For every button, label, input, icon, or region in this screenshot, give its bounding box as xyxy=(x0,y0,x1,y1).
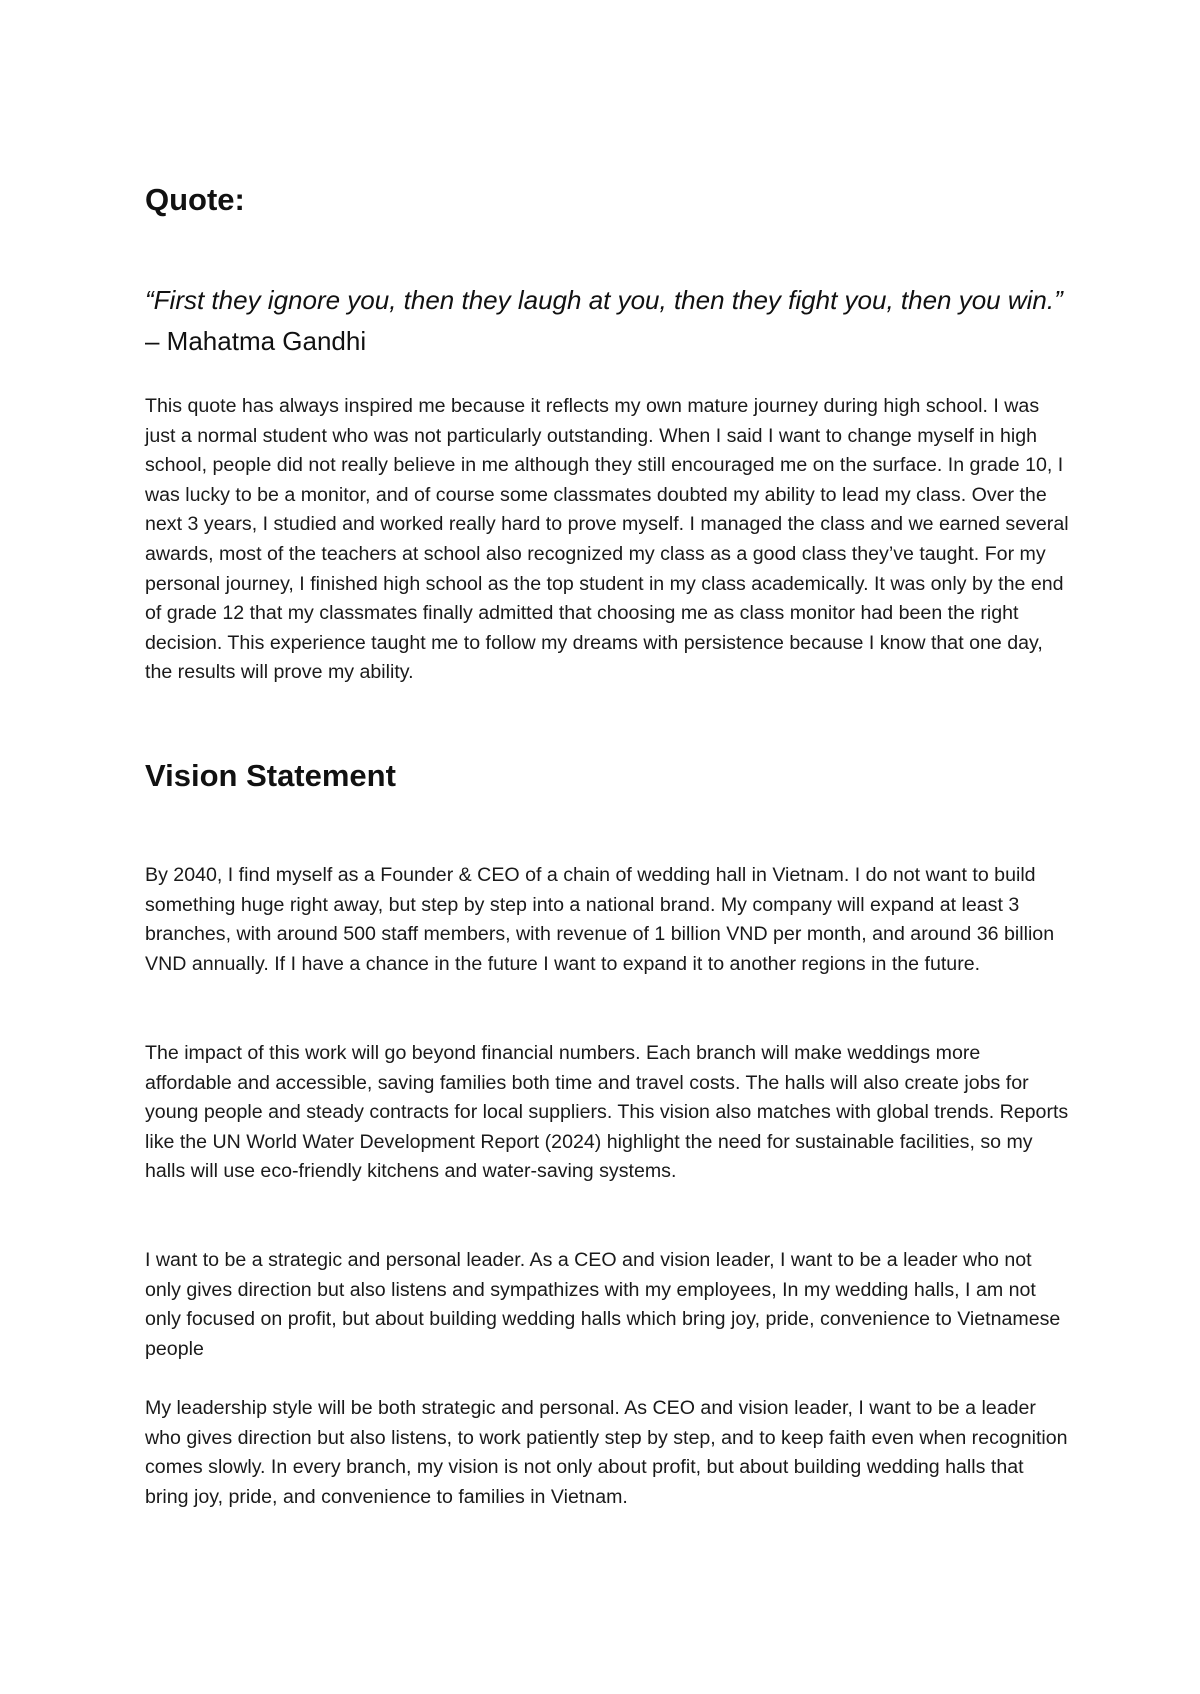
quote-block xyxy=(145,280,1070,362)
quote-text: “First they ignore you, then they laugh at you, then they fight you, then you win.” xyxy=(145,285,1063,315)
vision-paragraph-2: The impact of this work will go beyond financial numbers. Each branch will make weddings more affordable and accessible, saving families both time and travel costs. The halls will also create jobs for young people and steady contracts for local suppliers. This vision also matches with global trends. Reports like the UN World Water Development Report (2024) highlight the need for sustainable facilities, so my halls will use eco-friendly kitchens and water-saving systems. xyxy=(145,1042,1069,1183)
quote-attribution: – Mahatma Gandhi xyxy=(145,326,367,356)
vision-paragraph-3: I want to be a strategic and personal leader. As a CEO and vision leader, I want to be a leader who not only gives direction but also listens and sympathizes with my employees, In my wedding halls, I am not only focused on profit, but about building wedding halls which bring joy, pride, convenience to Vietnamese people xyxy=(145,1249,1061,1360)
quote-reflection-paragraph: This quote has always inspired me because it reflects my own mature journey during high school. I was just a normal student who was not particularly outstanding. When I said I want to change myself in high school, people did not really believe in me although they still encouraged me on the surface. In grade 10, I was lucky to be a monitor, and of course some classmates doubted my ability to lead my class. Over the next 3 years, I studied and worked really hard to prove myself. I managed the class and we earned several awards, most of the teachers at school also recognized my class as a good class they’ve taught. For my personal journey, I finished high school as the top student in my class academically. It was only by the end of grade 12 that my classmates finally admitted that choosing me as class monitor had been the right decision. This experience taught me to follow my dreams with persistence because I know that one day, the results will prove my ability. xyxy=(145,395,1069,684)
vision-heading: Vision Statement xyxy=(145,758,396,793)
vision-paragraph-4: My leadership style will be both strategic and personal. As CEO and vision leader, I want to be a leader who gives direction but also listens, to work patiently step by step, and to keep faith even when recognition comes slowly. In every branch, my vision is not only about profit, but about building wedding halls that bring joy, pride, and convenience to families in Vietnam. xyxy=(145,1397,1068,1508)
vision-paragraph-1: By 2040, I find myself as a Founder & CEO of a chain of wedding hall in Vietnam. I do not want to build something huge right away, but step by step into a national brand. My company will expand at least 3 branches, with around 500 staff members, with revenue of 1 billion VND per month, and around 36 billion VND annually. If I have a chance in the future I want to expand it to another regions in the future. xyxy=(145,864,1055,975)
quote-heading: Quote: xyxy=(145,182,245,217)
